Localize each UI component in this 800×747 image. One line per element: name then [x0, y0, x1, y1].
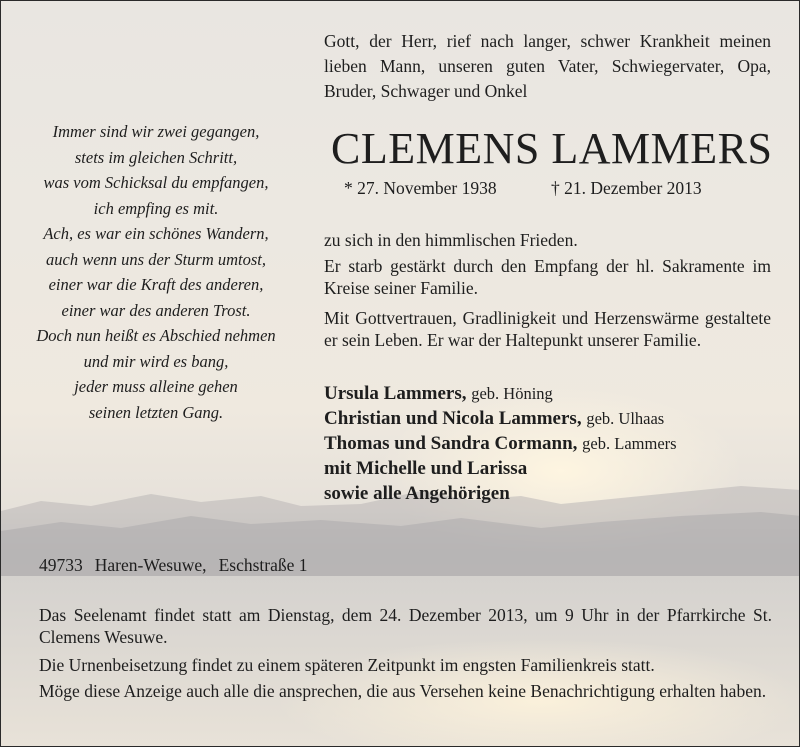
maiden-name: geb. Höning — [471, 384, 553, 403]
mourner-entry — [324, 406, 784, 431]
address-city: Haren-Wesuwe, — [94, 555, 207, 575]
death-date: † 21. Dezember 2013 — [551, 178, 702, 198]
mourners-list — [324, 381, 784, 506]
birth-date: * 27. November 1938 — [344, 178, 497, 198]
maiden-name: geb. Ulhaas — [586, 409, 665, 428]
poem-line: einer war die Kraft des anderen, — [48, 275, 264, 294]
funeral-mass-info: Das Seelenamt findet statt am Dienstag, dem 24. Dezember 2013, um 9 Uhr in der Pfarrkirche St. Clemens Wesuwe. — [39, 605, 772, 647]
body-text: Mit Gottvertrauen, Gradlinigkeit und Herzenswärme gestaltete er sein Leben. Er war der Haltepunkt unserer Familie. — [324, 308, 771, 350]
poem-line: seinen letzten Gang. — [88, 402, 224, 422]
mourner-entry — [324, 481, 784, 506]
mourner-name: mit Michelle und Larissa — [324, 458, 528, 479]
mourner-entry — [324, 381, 784, 406]
poem-line: was vom Schicksal du empfangen, — [43, 173, 269, 192]
closing-note: Möge diese Anzeige auch alle die ansprechen, die aus Versehen keine Benachrichtigung erhalten haben. — [39, 681, 767, 701]
life-dates — [344, 178, 764, 199]
deceased-name: CLEMENS LAMMERS — [331, 124, 773, 173]
poem-line: einer war des anderen Trost. — [61, 300, 251, 320]
poem-line: Ach, es war ein schönes Wandern, — [43, 224, 269, 243]
mourner-name: Thomas und Sandra Cormann, — [324, 433, 578, 454]
mourner-entry — [324, 431, 784, 456]
mourner-name: sowie alle Angehörigen — [324, 483, 510, 504]
urn-burial-info: Die Urnenbeisetzung findet zu einem späteren Zeitpunkt im engsten Familienkreis statt. — [39, 655, 655, 675]
poem-line: und mir wird es bang, — [83, 351, 229, 371]
mourner-name: Christian und Nicola Lammers, — [324, 408, 582, 429]
poem — [21, 119, 291, 425]
intro-text: Gott, der Herr, rief nach langer, schwer Krankheit meinen lieben Mann, unseren guten Vater, Schwiegervater, Opa, Bruder, Schwager und Onkel — [324, 31, 771, 101]
body-text: Er starb gestärkt durch den Empfang der hl. Sakramente im Kreise seiner Familie. — [324, 256, 771, 298]
poem-line: auch wenn uns der Sturm umtost, — [46, 249, 266, 269]
mourner-name: Ursula Lammers, — [324, 383, 467, 404]
maiden-name: geb. Lammers — [582, 434, 677, 453]
mourner-entry — [324, 456, 784, 481]
poem-line: stets im gleichen Schritt, — [74, 147, 238, 167]
body-text: zu sich in den himmlischen Frieden. — [324, 230, 578, 250]
poem-line: Immer sind wir zwei gegangen, — [52, 122, 260, 141]
poem-line: jeder muss alleine gehen — [74, 377, 238, 396]
address-zip: 49733 — [39, 555, 83, 575]
poem-line: Doch nun heißt es Abschied nehmen — [36, 326, 276, 345]
address-street: Eschstraße 1 — [218, 555, 308, 575]
address — [39, 555, 320, 576]
poem-line: ich empfing es mit. — [93, 198, 219, 218]
